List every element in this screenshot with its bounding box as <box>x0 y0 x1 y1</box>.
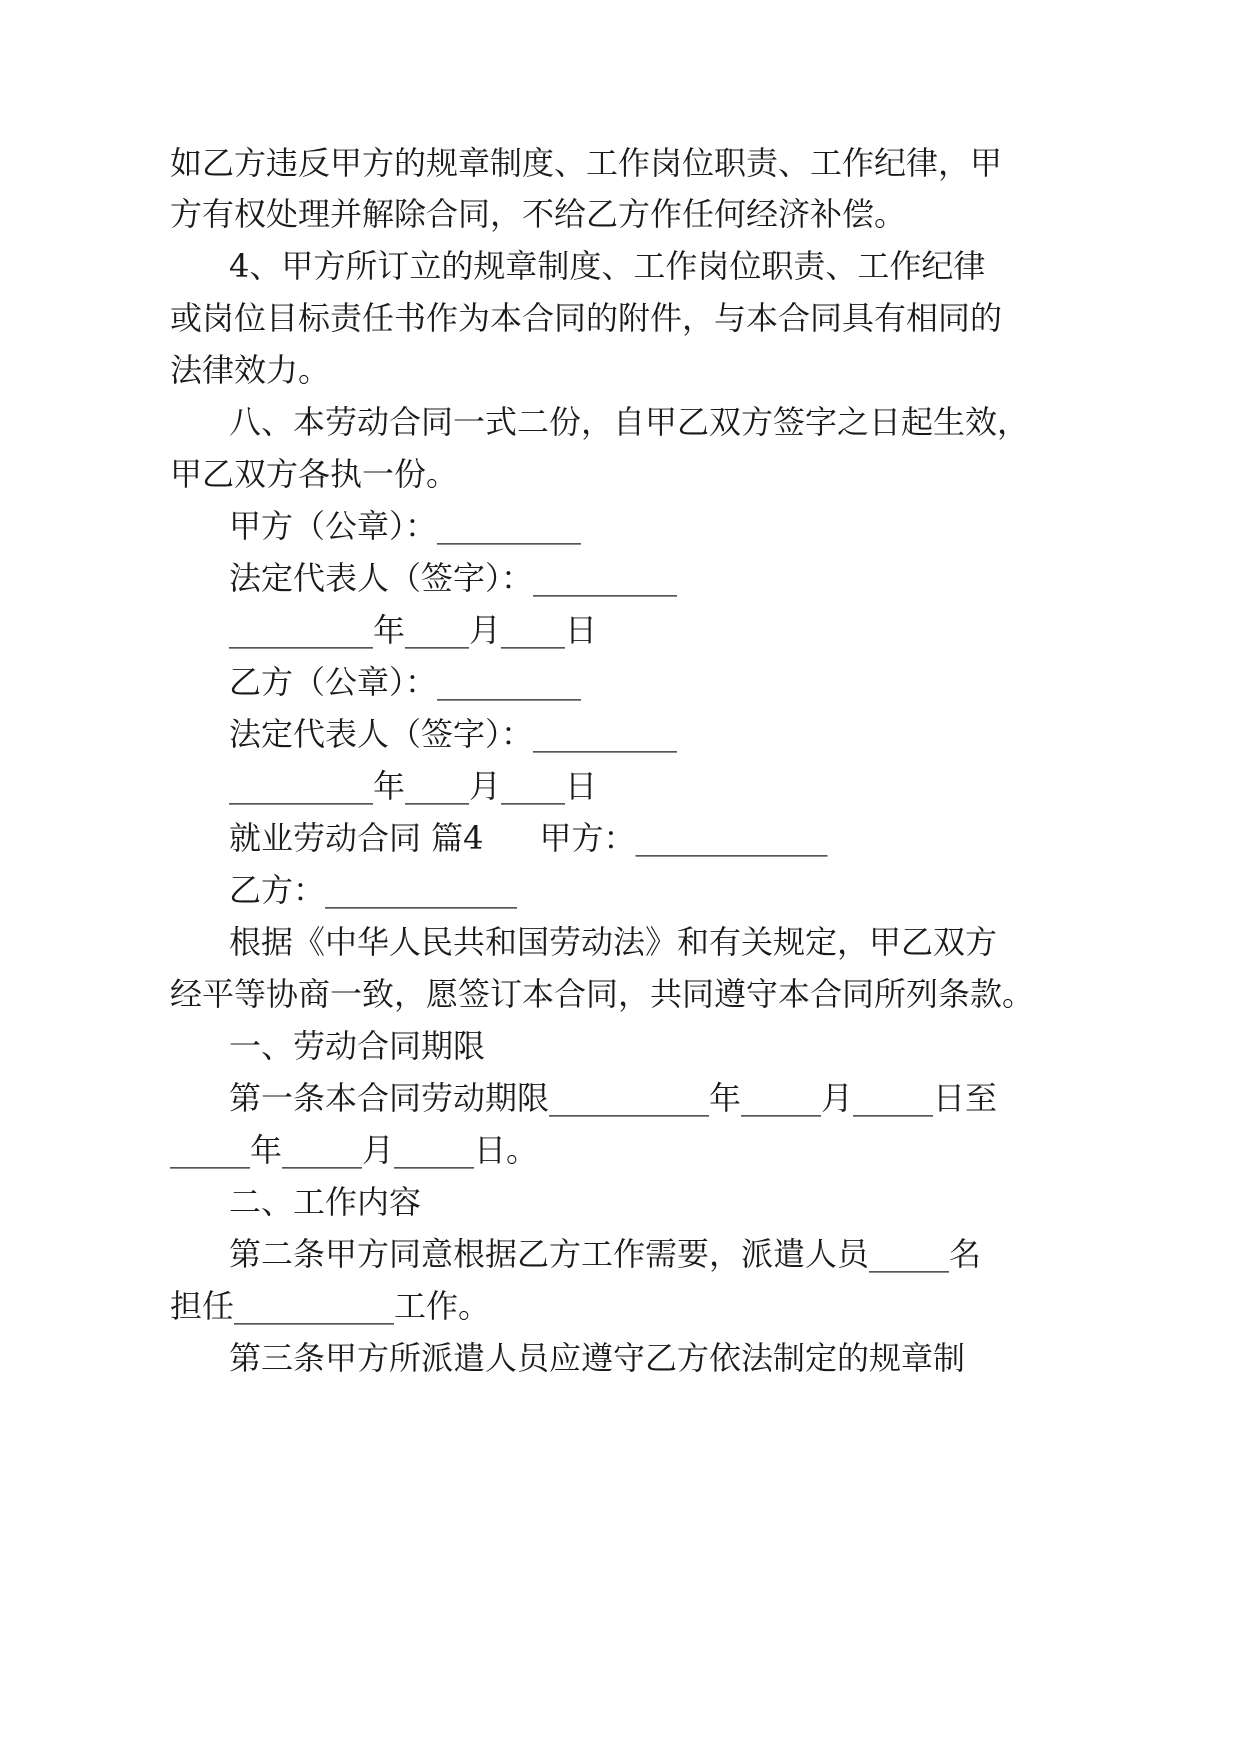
party-a-field: 甲方：____________ <box>539 819 828 857</box>
clause-heading: 一、劳动合同期限 <box>229 1027 486 1065</box>
body-text-line: 如乙方违反甲方的规章制度、工作岗位职责、工作纪律，甲 <box>170 144 1003 182</box>
body-text-line: 第一条本合同劳动期限__________年_____月_____日至 <box>229 1079 998 1117</box>
body-text-line: 经平等协商一致，愿签订本合同，共同遵守本合同所列条款。 <box>170 975 1035 1013</box>
body-text-line: 担任__________工作。 <box>170 1287 491 1325</box>
body-text-line: 法律效力。 <box>170 351 331 389</box>
party-a-date-line: _________年____月____日 <box>229 611 598 649</box>
body-text-line: 根据《中华人民共和国劳动法》和有关规定，甲乙双方 <box>229 923 998 961</box>
body-text-line: 第三条甲方所派遣人员应遵守乙方依法制定的规章制 <box>229 1339 966 1377</box>
party-a-representative-line: 法定代表人（签字）：_________ <box>229 559 678 597</box>
party-b-seal-line: 乙方（公章）：_________ <box>229 663 582 701</box>
party-b-representative-line: 法定代表人（签字）：_________ <box>229 715 678 753</box>
body-text-line: 或岗位目标责任书作为本合同的附件，与本合同具有相同的 <box>170 299 1003 337</box>
party-b-field: 乙方：____________ <box>229 871 518 909</box>
clause-heading: 二、工作内容 <box>229 1183 422 1221</box>
party-b-date-line: _________年____月____日 <box>229 767 598 805</box>
body-text-line: 方有权处理并解除合同，不给乙方作任何经济补偿。 <box>170 195 907 233</box>
party-a-seal-line: 甲方（公章）：_________ <box>229 507 582 545</box>
section-heading-line <box>229 818 828 858</box>
body-text-line: _____年_____月_____日。 <box>170 1131 539 1169</box>
body-text-line: 甲乙双方各执一份。 <box>170 455 459 493</box>
body-text-line: 第二条甲方同意根据乙方工作需要，派遣人员_____名 <box>229 1235 982 1273</box>
body-text-line: 八、本劳动合同一式二份，自甲乙双方签字之日起生效， <box>229 403 1030 441</box>
body-text-line: 4、甲方所订立的规章制度、工作岗位职责、工作纪律 <box>229 247 986 285</box>
section-heading: 就业劳动合同 篇4 <box>229 819 484 857</box>
